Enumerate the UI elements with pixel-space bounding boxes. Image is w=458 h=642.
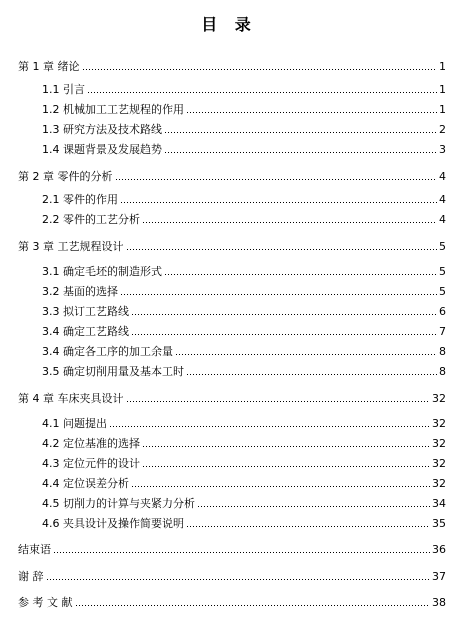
dot-leader xyxy=(87,91,437,94)
toc-section-entry[interactable] xyxy=(42,83,446,96)
toc-section-entry[interactable] xyxy=(42,417,446,430)
toc-entry-label: 1.3 研究方法及技术路线 xyxy=(42,123,162,136)
toc-entry-page-number: 2 xyxy=(439,123,446,136)
toc-entry-label: 1.2 机械加工工艺规程的作用 xyxy=(42,103,184,116)
dot-leader xyxy=(46,578,431,581)
toc-entry-label: 第 4 章 车床夹具设计 xyxy=(18,392,124,405)
toc-entry-label: 4.5 切削力的计算与夹紧力分析 xyxy=(42,497,195,510)
toc-entry-label: 3.5 确定切削用量及基本工时 xyxy=(42,365,184,378)
toc-entry-label: 3.4 确定各工序的加工余量 xyxy=(42,345,173,358)
toc-entry-label: 3.2 基面的选择 xyxy=(42,285,118,298)
dot-leader xyxy=(164,151,437,154)
toc-entry-label: 1.4 课题背景及发展趋势 xyxy=(42,143,162,156)
dot-leader xyxy=(115,178,438,181)
toc-entry-page-number: 4 xyxy=(439,213,446,226)
dot-leader xyxy=(82,68,438,71)
toc-entry-page-number: 1 xyxy=(439,60,446,73)
toc-entry-page-number: 8 xyxy=(439,345,446,358)
toc-entry-page-number: 5 xyxy=(439,240,446,253)
toc-section-entry[interactable] xyxy=(42,103,446,116)
toc-chapter-entry[interactable] xyxy=(18,60,446,73)
dot-leader xyxy=(131,313,437,316)
toc-section-entry[interactable] xyxy=(42,437,446,450)
toc-chapter-entry[interactable] xyxy=(18,170,446,183)
toc-section-entry[interactable] xyxy=(42,497,446,510)
dot-leader xyxy=(142,221,437,224)
toc-entry-page-number: 8 xyxy=(439,365,446,378)
toc-entry-label: 第 1 章 绪论 xyxy=(18,60,80,73)
toc-entry-page-number: 38 xyxy=(432,596,446,609)
dot-leader xyxy=(186,111,437,114)
toc-entry-label: 第 3 章 工艺规程设计 xyxy=(18,240,124,253)
toc-section-entry[interactable] xyxy=(42,213,446,226)
toc-chapter-entry[interactable] xyxy=(18,543,446,556)
toc-entry-page-number: 6 xyxy=(439,305,446,318)
toc-entry-page-number: 4 xyxy=(439,193,446,206)
toc-entry-page-number: 1 xyxy=(439,103,446,116)
dot-leader xyxy=(120,201,437,204)
toc-entry-page-number: 5 xyxy=(439,285,446,298)
toc-section-entry[interactable] xyxy=(42,365,446,378)
dot-leader xyxy=(131,485,430,488)
toc-section-entry[interactable] xyxy=(42,345,446,358)
toc-section-entry[interactable] xyxy=(42,285,446,298)
dot-leader xyxy=(175,353,437,356)
toc-entry-label: 1.1 引言 xyxy=(42,83,85,96)
toc-section-entry[interactable] xyxy=(42,123,446,136)
dot-leader xyxy=(186,525,430,528)
toc-entry-page-number: 32 xyxy=(432,477,446,490)
toc-entry-label: 结束语 xyxy=(18,543,51,556)
page-title: 目 录 xyxy=(201,15,257,34)
toc-entry-page-number: 7 xyxy=(439,325,446,338)
toc-section-entry[interactable] xyxy=(42,193,446,206)
toc-section-entry[interactable] xyxy=(42,477,446,490)
dot-leader xyxy=(131,333,437,336)
toc-entry-page-number: 35 xyxy=(432,517,446,530)
toc-entry-label: 3.4 确定工艺路线 xyxy=(42,325,129,338)
toc-section-entry[interactable] xyxy=(42,305,446,318)
toc-section-entry[interactable] xyxy=(42,265,446,278)
dot-leader xyxy=(164,131,437,134)
toc-entry-page-number: 3 xyxy=(439,143,446,156)
toc-entry-page-number: 1 xyxy=(439,83,446,96)
dot-leader xyxy=(186,373,437,376)
toc-chapter-entry[interactable] xyxy=(18,570,446,583)
toc-entry-page-number: 32 xyxy=(432,437,446,450)
toc-entry-label: 第 2 章 零件的分析 xyxy=(18,170,113,183)
toc-entry-label: 4.2 定位基准的选择 xyxy=(42,437,140,450)
toc-section-entry[interactable] xyxy=(42,143,446,156)
toc-entry-page-number: 5 xyxy=(439,265,446,278)
toc-entry-page-number: 34 xyxy=(432,497,446,510)
toc-section-entry[interactable] xyxy=(42,457,446,470)
toc-section-entry[interactable] xyxy=(42,325,446,338)
toc-chapter-entry[interactable] xyxy=(18,392,446,405)
dot-leader xyxy=(197,505,430,508)
toc-entry-page-number: 4 xyxy=(439,170,446,183)
dot-leader xyxy=(75,604,431,607)
toc-entry-page-number: 32 xyxy=(432,457,446,470)
toc-entry-label: 4.4 定位误差分析 xyxy=(42,477,129,490)
toc-section-entry[interactable] xyxy=(42,517,446,530)
toc-entry-label: 3.1 确定毛坯的制造形式 xyxy=(42,265,162,278)
dot-leader xyxy=(142,465,430,468)
dot-leader xyxy=(109,425,430,428)
dot-leader xyxy=(126,248,438,251)
toc-entry-label: 谢 辞 xyxy=(18,570,44,583)
toc-entry-label: 2.1 零件的作用 xyxy=(42,193,118,206)
toc-entry-page-number: 32 xyxy=(432,392,446,405)
toc-entry-label: 4.3 定位元件的设计 xyxy=(42,457,140,470)
dot-leader xyxy=(126,400,431,403)
toc-chapter-entry[interactable] xyxy=(18,240,446,253)
dot-leader xyxy=(120,293,437,296)
toc-entry-label: 4.1 问题提出 xyxy=(42,417,107,430)
toc-entry-page-number: 36 xyxy=(432,543,446,556)
toc-entry-label: 2.2 零件的工艺分析 xyxy=(42,213,140,226)
dot-leader xyxy=(164,273,437,276)
dot-leader xyxy=(142,445,430,448)
toc-entry-label: 4.6 夹具设计及操作简要说明 xyxy=(42,517,184,530)
toc-chapter-entry[interactable] xyxy=(18,596,446,609)
toc-entry-page-number: 37 xyxy=(432,570,446,583)
toc-entry-label: 参 考 文 献 xyxy=(18,596,73,609)
dot-leader xyxy=(53,551,430,554)
toc-entry-label: 3.3 拟订工艺路线 xyxy=(42,305,129,318)
toc-entry-page-number: 32 xyxy=(432,417,446,430)
